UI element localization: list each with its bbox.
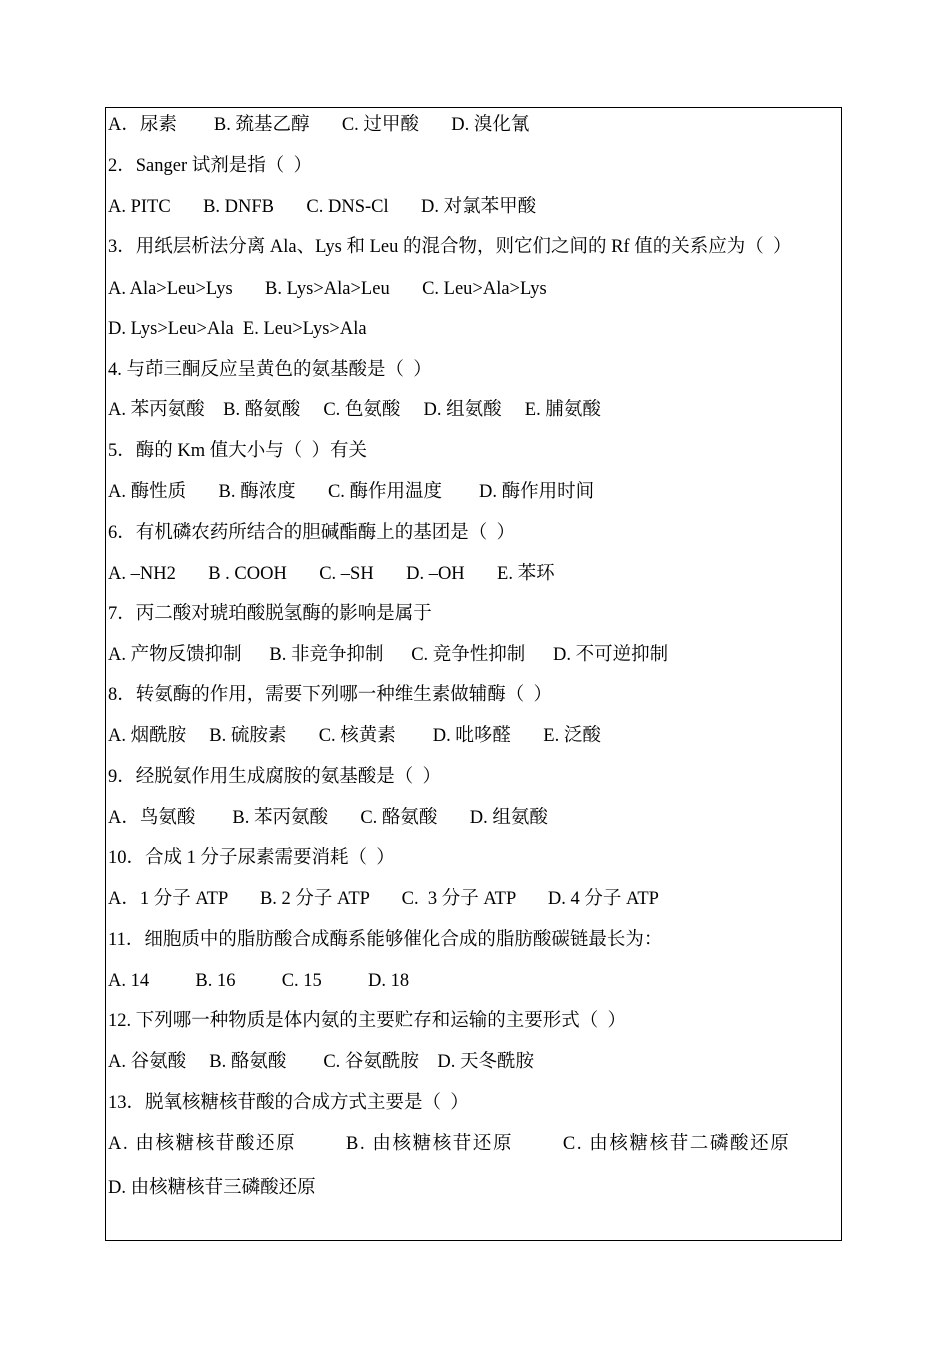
options-line-q4: A. 苯丙氨酸 B. 酪氨酸 C. 色氨酸 D. 组氨酸 E. 脯氨酸 [108, 400, 601, 420]
question-8: 8．转氨酶的作用，需要下列哪一种维生素做辅酶（ ） [108, 685, 553, 705]
options-line-q2: A. PITC B. DNFB C. DNS-Cl D. 对氯苯甲酸 [108, 197, 537, 217]
options-line-q7: A. 产物反馈抑制 B. 非竞争抑制 C. 竞争性抑制 D. 不可逆抑制 [108, 645, 669, 665]
question-4: 4. 与茚三酮反应呈黄色的氨基酸是（ ） [108, 360, 432, 380]
options-line-q13-b: D. 由核糖核苷三磷酸还原 [108, 1178, 316, 1198]
question-6: 6．有机磷农药所结合的胆碱酯酶上的基团是（ ） [108, 523, 516, 543]
question-10: 10．合成 1 分子尿素需要消耗（ ） [108, 848, 395, 868]
question-11: 11．细胞质中的脂肪酸合成酶系能够催化合成的脂肪酸碳链最长为： [108, 930, 663, 950]
options-line-q3-b: D. Lys>Leu>Ala E. Leu>Lys>Ala [108, 319, 367, 339]
options-line-q10: A．1 分子 ATP B. 2 分子 ATP C. 3 分子 ATP D. 4 分子 ATP [108, 889, 659, 909]
options-line-q3-a: A. Ala>Leu>Lys B. Lys>Ala>Leu C. Leu>Ala>Lys [108, 279, 547, 299]
question-3: 3．用纸层析法分离 Ala、Lys 和 Leu 的混合物，则它们之间的 Rf 值的关系应为（ ） [108, 237, 792, 257]
question-13: 13．脱氧核糖核苷酸的合成方式主要是（ ） [108, 1093, 469, 1113]
options-line-q11: A. 14 B. 16 C. 15 D. 18 [108, 971, 410, 991]
question-7: 7．丙二酸对琥珀酸脱氢酶的影响是属于 [108, 604, 432, 624]
options-line-q12: A. 谷氨酸 B. 酪氨酸 C. 谷氨酰胺 D. 天冬酰胺 [108, 1052, 535, 1072]
question-5: 5．酶的 Km 值大小与（ ）有关 [108, 441, 368, 461]
options-line-q1: A．尿素 B. 巯基乙醇 C. 过甲酸 D. 溴化氰 [108, 115, 530, 135]
options-line-q5: A. 酶性质 B. 酶浓度 C. 酶作用温度 D. 酶作用时间 [108, 482, 595, 502]
question-12: 12. 下列哪一种物质是体内氨的主要贮存和运输的主要形式（ ） [108, 1011, 627, 1031]
options-line-q6: A. –NH2 B . COOH C. –SH D. –OH E. 苯环 [108, 564, 555, 584]
question-9: 9．经脱氨作用生成腐胺的氨基酸是（ ） [108, 767, 442, 787]
question-2: 2．Sanger 试剂是指（ ） [108, 156, 312, 176]
options-line-q13-a: A. 由核糖核苷酸还原 B. 由核糖核苷还原 C. 由核糖核苷二磷酸还原 [108, 1134, 791, 1154]
options-line-q8: A. 烟酰胺 B. 硫胺素 C. 核黄素 D. 吡哆醛 E. 泛酸 [108, 726, 601, 746]
options-line-q9: A．鸟氨酸 B. 苯丙氨酸 C. 酪氨酸 D. 组氨酸 [108, 808, 548, 828]
